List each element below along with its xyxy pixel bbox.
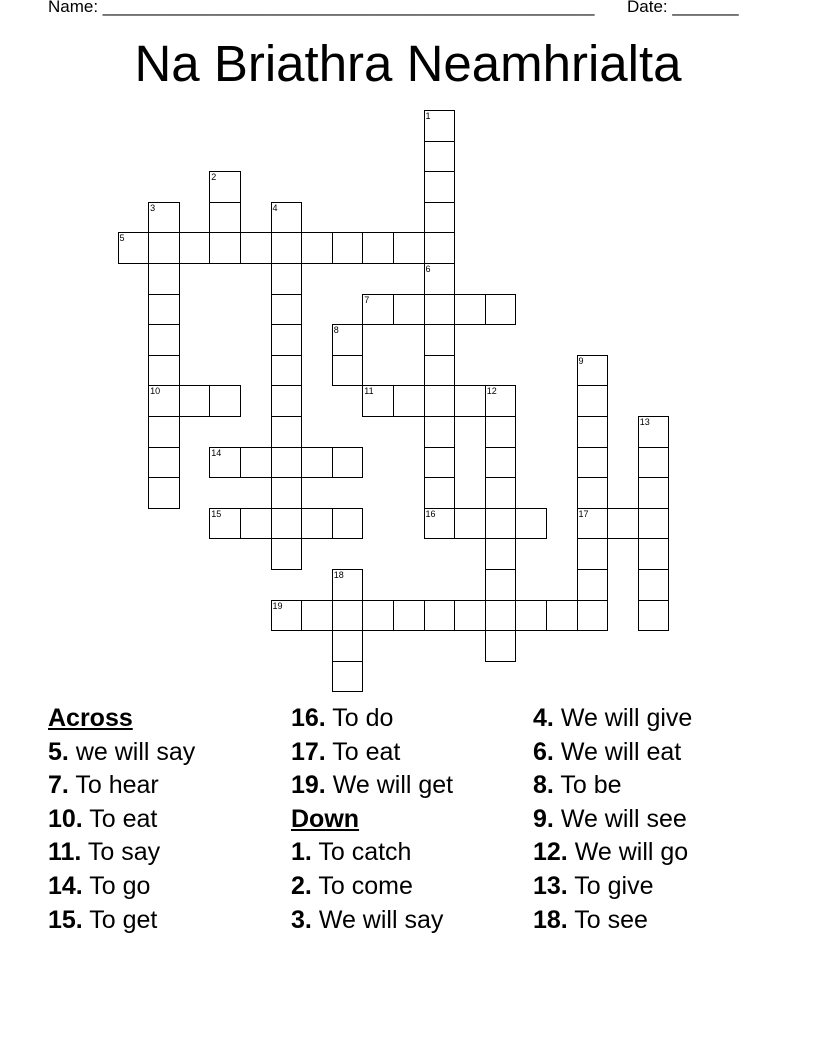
clue-item (533, 702, 692, 736)
grid-cell[interactable] (271, 385, 303, 417)
grid-cell[interactable] (271, 600, 303, 632)
clue-number: 3. (291, 905, 312, 934)
grid-cell[interactable] (271, 477, 303, 509)
grid-cell[interactable] (424, 324, 456, 356)
cell-number: 7 (364, 294, 370, 305)
cell-number: 15 (211, 508, 222, 519)
grid-cell[interactable] (332, 508, 364, 540)
cell-number: 12 (486, 386, 497, 397)
clue-text: To eat (332, 737, 401, 766)
cell-number: 13 (639, 417, 650, 427)
clue-number: 4. (533, 704, 554, 732)
grid-cell[interactable] (209, 385, 241, 417)
grid-cell[interactable] (148, 385, 180, 417)
grid-cell[interactable] (485, 447, 517, 479)
cell-number: 4 (272, 202, 278, 213)
cell-number: 16 (425, 508, 436, 519)
grid-cell[interactable] (393, 232, 425, 264)
grid-cell[interactable] (209, 447, 241, 479)
cell-number: 17 (578, 508, 589, 519)
grid-cell[interactable] (362, 600, 394, 632)
clue-item (533, 769, 692, 803)
grid-cell[interactable] (424, 447, 456, 479)
grid-cell[interactable] (485, 600, 517, 632)
grid-cell[interactable] (301, 600, 333, 632)
grid-cell[interactable] (362, 294, 394, 326)
grid-cell[interactable] (424, 355, 456, 387)
grid-cell[interactable] (179, 232, 211, 264)
grid-cell[interactable] (454, 600, 486, 632)
grid-cell[interactable] (424, 141, 456, 173)
grid-cell[interactable] (362, 232, 394, 264)
name-field: Name: ____________________________________________________ (48, 0, 595, 16)
grid-cell[interactable] (332, 569, 364, 601)
cell-number: 9 (578, 355, 584, 366)
grid-cell[interactable] (515, 508, 547, 540)
clue-number: 7. (48, 771, 69, 800)
grid-cell[interactable] (424, 110, 456, 142)
clue-number: 1. (291, 838, 312, 867)
grid-cell[interactable] (424, 263, 456, 295)
grid-cell[interactable] (271, 355, 303, 387)
grid-cell[interactable] (485, 569, 517, 601)
grid-cell[interactable] (362, 385, 394, 417)
grid-cell[interactable] (638, 508, 670, 540)
grid-cell[interactable] (424, 477, 456, 509)
grid-cell[interactable] (271, 202, 303, 234)
clue-item (48, 836, 195, 870)
cell-number: 11 (364, 386, 374, 397)
clue-item (533, 870, 692, 904)
clue-number: 13. (533, 871, 568, 900)
cell-number: 8 (333, 325, 339, 336)
grid-cell[interactable] (301, 508, 333, 540)
clue-number: 12. (533, 838, 568, 867)
grid-cell[interactable] (271, 447, 303, 479)
grid-cell[interactable] (515, 600, 547, 632)
clue-number: 11. (48, 838, 82, 867)
clue-column-3 (533, 702, 692, 937)
grid-cell[interactable] (546, 600, 578, 632)
clue-heading: Down (291, 804, 360, 833)
grid-cell[interactable] (485, 630, 517, 662)
grid-cell[interactable] (454, 385, 486, 417)
grid-cell[interactable] (424, 171, 456, 203)
grid-cell[interactable] (301, 447, 333, 479)
grid-cell[interactable] (209, 508, 241, 540)
grid-cell[interactable] (271, 538, 303, 570)
grid-cell[interactable] (424, 508, 456, 540)
cell-number: 3 (150, 202, 156, 213)
grid-cell[interactable] (393, 294, 425, 326)
grid-cell[interactable] (485, 508, 517, 540)
grid-cell[interactable] (577, 416, 609, 448)
clue-number: 17. (291, 737, 326, 766)
grid-cell[interactable] (332, 661, 364, 693)
grid-cell[interactable] (148, 202, 180, 234)
grid-cell[interactable] (424, 232, 456, 264)
clue-item (48, 870, 195, 904)
grid-cell[interactable] (577, 508, 609, 540)
clue-text: We will see (560, 804, 687, 833)
grid-cell[interactable] (393, 600, 425, 632)
clue-column-2 (291, 702, 453, 937)
grid-cell[interactable] (209, 202, 241, 234)
grid-cell[interactable] (148, 355, 180, 387)
grid-cell[interactable] (424, 294, 456, 326)
cell-number: 5 (119, 233, 125, 244)
clue-number: 18. (533, 905, 568, 934)
clue-text: To give (574, 871, 654, 900)
grid-cell[interactable] (332, 232, 364, 264)
grid-cell[interactable] (577, 600, 609, 632)
clue-item (533, 803, 692, 837)
grid-cell[interactable] (638, 600, 670, 632)
grid-cell[interactable] (638, 538, 670, 570)
grid-cell[interactable] (148, 263, 180, 295)
grid-cell[interactable] (209, 171, 241, 203)
clue-item (533, 904, 692, 938)
clue-text: To say (87, 838, 161, 867)
clue-text: We will eat (560, 737, 682, 766)
clue-item (533, 836, 692, 870)
clue-text: We will go (574, 838, 689, 867)
grid-cell[interactable] (118, 232, 150, 264)
cell-number: 2 (211, 172, 217, 183)
clue-item (291, 702, 453, 736)
clue-item (291, 904, 453, 938)
grid-cell[interactable] (577, 477, 609, 509)
grid-cell[interactable] (332, 447, 364, 479)
grid-cell[interactable] (271, 294, 303, 326)
grid-cell[interactable] (424, 385, 456, 417)
grid-cell[interactable] (271, 263, 303, 295)
clue-number: 2. (291, 871, 312, 900)
clue-heading: Across (48, 704, 133, 732)
clue-number: 10. (48, 804, 83, 833)
grid-cell[interactable] (271, 232, 303, 264)
cell-number: 19 (272, 600, 283, 611)
clue-text: We will get (332, 771, 454, 800)
clue-number: 9. (533, 804, 554, 833)
grid-cell[interactable] (271, 324, 303, 356)
clue-number: 16. (291, 704, 326, 732)
grid-cell[interactable] (332, 324, 364, 356)
grid-cell[interactable] (485, 538, 517, 570)
grid-cell[interactable] (577, 447, 609, 479)
grid-cell[interactable] (271, 508, 303, 540)
grid-cell[interactable] (454, 508, 486, 540)
grid-cell[interactable] (240, 232, 272, 264)
grid-cell[interactable] (577, 569, 609, 601)
clue-item (48, 904, 195, 938)
clue-number: 15. (48, 905, 83, 934)
clue-item (291, 836, 453, 870)
grid-cell[interactable] (638, 447, 670, 479)
grid-cell[interactable] (485, 294, 517, 326)
clue-number: 14. (48, 871, 83, 900)
date-field: Date: _______ (627, 0, 739, 16)
clue-number: 5. (48, 737, 69, 766)
grid-cell[interactable] (485, 416, 517, 448)
clue-text: We will give (560, 704, 693, 732)
cell-number: 1 (425, 111, 431, 121)
clue-number: 19. (291, 771, 326, 800)
clue-item (291, 870, 453, 904)
grid-cell[interactable] (332, 355, 364, 387)
grid-cell[interactable] (424, 416, 456, 448)
grid-cell[interactable] (209, 232, 241, 264)
cell-number: 14 (211, 447, 222, 458)
grid-cell[interactable] (424, 600, 456, 632)
clue-text: We will say (318, 905, 444, 934)
grid-cell[interactable] (638, 477, 670, 509)
clue-text: To catch (318, 838, 412, 867)
grid-cell[interactable] (148, 447, 180, 479)
clue-text: To see (574, 905, 648, 934)
cell-number: 10 (150, 386, 161, 397)
grid-cell[interactable] (577, 385, 609, 417)
cell-number: 6 (425, 264, 431, 274)
clue-item (291, 736, 453, 770)
grid-cell[interactable] (148, 477, 180, 509)
grid-cell[interactable] (148, 416, 180, 448)
grid-cell[interactable] (577, 355, 609, 387)
grid-cell[interactable] (271, 416, 303, 448)
clue-text: To eat (89, 804, 158, 833)
grid-cell[interactable] (393, 385, 425, 417)
grid-cell[interactable] (638, 569, 670, 601)
grid-cell[interactable] (148, 294, 180, 326)
clue-item (291, 769, 453, 803)
grid-cell[interactable] (485, 477, 517, 509)
clue-text: To come (318, 871, 413, 900)
grid-cell[interactable] (301, 232, 333, 264)
grid-cell[interactable] (454, 294, 486, 326)
grid-cell[interactable] (332, 630, 364, 662)
clue-text: To get (89, 905, 158, 934)
clue-text: To go (89, 871, 151, 900)
clue-text: To do (332, 704, 394, 732)
clue-text: To hear (75, 771, 159, 800)
page-title: Na Briathra Neamhrialta (134, 35, 682, 92)
clue-number: 8. (533, 771, 554, 800)
clue-number: 6. (533, 737, 554, 766)
grid-cell[interactable] (424, 202, 456, 234)
grid-cell[interactable] (179, 385, 211, 417)
grid-cell[interactable] (577, 538, 609, 570)
clue-column-1 (48, 702, 195, 937)
clue-item (48, 769, 195, 803)
grid-cell[interactable] (148, 232, 180, 264)
clue-text: we will say (75, 737, 196, 766)
grid-cell[interactable] (332, 600, 364, 632)
grid-cell[interactable] (240, 508, 272, 540)
clue-text: To be (560, 771, 622, 800)
clue-item (48, 736, 195, 770)
cell-number: 18 (333, 570, 344, 580)
clue-item (48, 803, 195, 837)
clue-item (533, 736, 692, 770)
grid-cell[interactable] (607, 508, 639, 540)
grid-cell[interactable] (638, 416, 670, 448)
grid-cell[interactable] (485, 385, 517, 417)
grid-cell[interactable] (240, 447, 272, 479)
grid-cell[interactable] (148, 324, 180, 356)
